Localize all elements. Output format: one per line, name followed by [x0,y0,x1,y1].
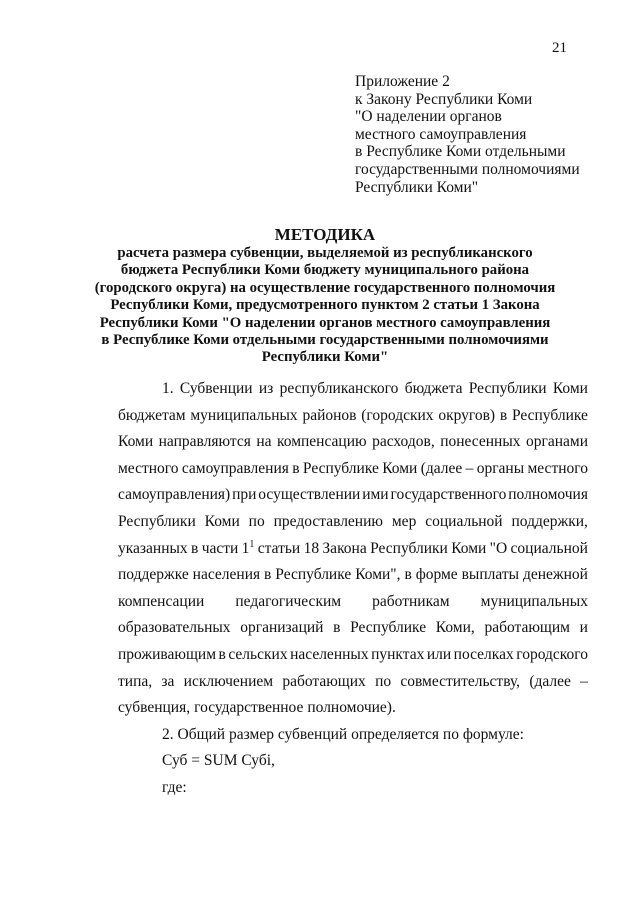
formula: Суб = SUM Субi, [162,752,275,770]
appendix-line: местного самоуправления [355,125,527,143]
appendix-line: в Республике Коми отдельными [355,143,566,161]
appendix-line: "О наделении органов [355,108,502,126]
appendix-line: государственными полномочиями [355,160,580,178]
appendix-line: к Закону Республики Коми [355,90,533,108]
paragraph-line: бюджетам муниципальных районов (городских округов) в Республике [118,406,588,424]
subtitle-line: Республики Коми, предусмотренного пунктом 2 статьи 1 Закона [110,297,540,314]
subtitle-line: расчета размера субвенции, выделяемой из республиканского [117,245,533,261]
paragraph-line: образовательных организаций в Республике Коми, работающим и [118,619,588,637]
subtitle-line: Республики Коми "О наделении органов местного самоуправления [99,314,551,331]
document-body [118,376,588,802]
subtitle-line: бюджета Республики Коми бюджету муниципального района [120,262,530,279]
paragraph-line: самоуправления) при осуществлении ими государственного полномочия [118,486,588,504]
paragraph-1 [118,376,588,722]
paragraph-line: 1. Субвенции из республиканского бюджета Республики Коми [162,380,588,397]
subtitle-line: (городского округа) на осуществление государственного полномочия [94,279,556,296]
appendix-line: Приложение 2 [355,73,450,90]
paragraph-line: субвенция, государственное полномочие). [118,699,396,717]
paragraph-2: 2. Общий размер субвенций определяется по формуле: [162,725,524,743]
paragraph-line: поддержке населения в Республике Коми", в форме выплаты денежной [118,566,588,584]
subtitle-line: в Республике Коми отдельными государственными полномочиями [101,332,549,349]
paragraph-line: компенсации педагогическим работникам муниципальных [118,592,588,610]
paragraph-line: проживающим в сельских населенных пунктах или поселках городского [118,645,588,663]
appendix-line: Республики Коми" [355,178,479,196]
paragraph-line: Республики Коми по предоставлению мер социальной поддержки, [118,512,588,530]
appendix-note [355,73,580,196]
document-subtitle [60,245,590,367]
paragraph-line: Коми направляются на компенсацию расходов, понесенных органами [118,433,588,451]
page-number: 21 [552,40,567,56]
paragraph-line: типа, за исключением работающих по совместительству, (далее – [118,672,588,690]
where-label: где: [162,778,187,796]
document-heading [60,226,590,367]
subtitle-line: Республики Коми" [261,349,389,366]
paragraph-line: местного самоуправления в Республике Коми (далее – органы местного [118,459,588,477]
paragraph-line: указанных в части $1^1$ статьи 18 Закона Республики Коми "О социальной [118,538,588,557]
document-title: МЕТОДИКА [274,225,376,244]
